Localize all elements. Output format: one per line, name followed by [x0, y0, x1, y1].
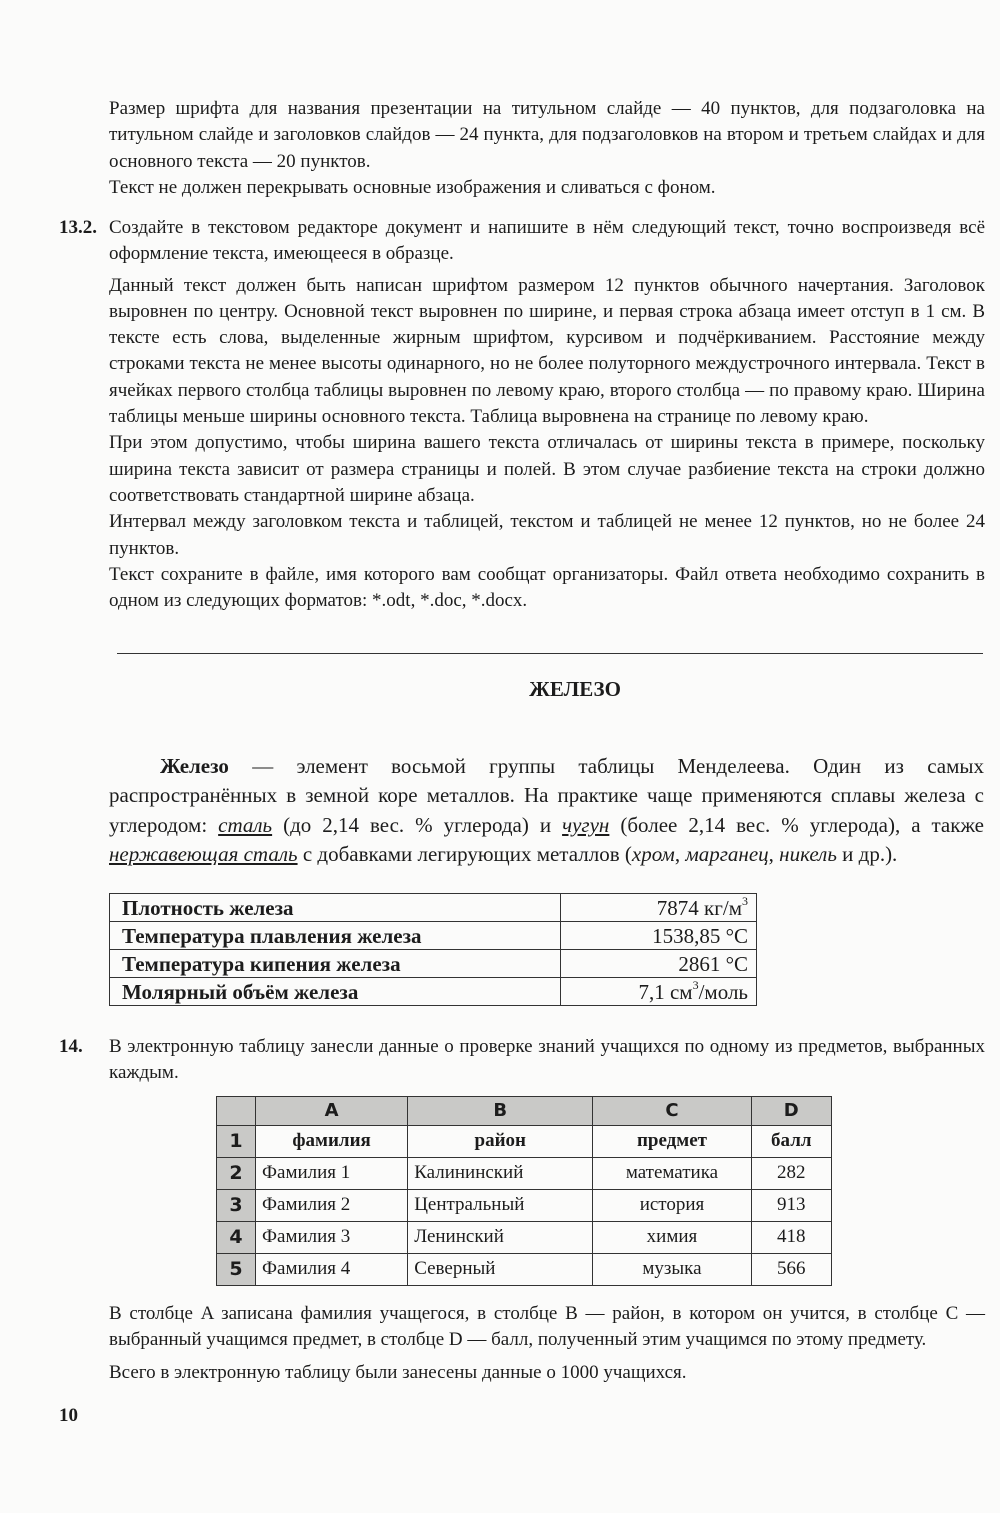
corner-cell [217, 1097, 256, 1126]
column-header-row [217, 1097, 832, 1126]
cell: Фамилия 1 [256, 1158, 408, 1190]
property-value: 2861 °C [561, 950, 757, 978]
task-14-number: 14. [59, 1036, 83, 1057]
cell: музыка [593, 1254, 751, 1286]
separator-line [117, 653, 983, 654]
column-header: D [751, 1097, 831, 1126]
cell: Северный [408, 1254, 593, 1286]
task-13-2-paragraph-5: Текст сохраните в файле, имя которого вам сообщат организаторы. Файл ответа необходимо сохранить в одном из следующих форматов: *.odt, *.doc, *.docx. [109, 563, 985, 612]
bold-word: Железо [160, 754, 229, 778]
property-value: 7,1 $см^3$/моль [561, 978, 757, 1006]
property-value: 7874 $кг/м^3$ [561, 894, 757, 922]
intro-text [109, 96, 985, 201]
table-row [217, 1158, 832, 1190]
sample-title: ЖЕЛЕЗО [529, 677, 621, 701]
spreadsheet-table [216, 1096, 832, 1286]
cast-iron-word: чугун [562, 812, 610, 837]
table-row [217, 1222, 832, 1254]
property-label: Молярный объём железа [110, 978, 561, 1006]
property-label: Температура плавления железа [110, 922, 561, 950]
column-header: A [256, 1097, 408, 1126]
chrome-word: хром [631, 841, 675, 866]
sample-paragraph: Железо — элемент восьмой группы таблицы Менделеева. Один из самых распространённых в земной коре металлов. На практике чаще применяются сплавы железа с углеродом: сталь (до 2,14 вес. % углерода) и чугун (более 2,14 вес. % углерода), а также нержавеющая сталь с добавками легирующих металлов (хром, марганец, никель и др.). [109, 754, 985, 866]
cell: 282 [751, 1158, 831, 1190]
task-14-paragraph-2: Всего в электронную таблицу были занесены данные о 1000 учащихся. [109, 1361, 687, 1383]
task-13-2-number: 13.2. [59, 217, 97, 238]
task-13-2-paragraph-4: Интервал между заголовком текста и таблицей, текстом и таблицей не менее 12 пунктов, но не более 24 пунктов. [109, 511, 985, 559]
cell: Ленинский [408, 1222, 593, 1254]
steel-word: сталь [218, 812, 273, 837]
cell: Центральный [408, 1190, 593, 1222]
intro-paragraph-1: Размер шрифта для названия презентации на титульном слайде — 40 пунктов, для подзаголовка на титульном слайде и заголовков слайдов — 24 пункта, для подзаголовков на втором и третьем слайдах и для основного текста — 20 пунктов. [109, 98, 985, 172]
cell: Фамилия 3 [256, 1222, 408, 1254]
table-row [110, 978, 757, 1006]
task-14-paragraph-1: В столбце A записана фамилия учащегося, в столбце B — район, в котором он учится, в столбце C — выбранный учащимся предмет, в столбце D — балл, полученный этим учащимся по этому предмету. [109, 1303, 985, 1351]
task-14-intro: В электронную таблицу занесли данные о проверке знаний учащихся по одному из предметов, выбранных каждым. [109, 1036, 985, 1084]
cell: балл [751, 1126, 831, 1158]
page-number: 10 [59, 1405, 78, 1426]
row-number: 5 [217, 1254, 256, 1286]
nickel-word: никель [779, 841, 837, 866]
property-value: 1538,85 °C [561, 922, 757, 950]
cell: 566 [751, 1254, 831, 1286]
cell: математика [593, 1158, 751, 1190]
cell: Фамилия 2 [256, 1190, 408, 1222]
task-13-2-paragraph-2: Данный текст должен быть написан шрифтом размером 12 пунктов обычного начертания. Заголовок выровнен по центру. Основной текст выровнен по ширине, и первая строка абзаца имеет отступ в 1 см. В тексте есть слова, выделенные жирным шрифтом, курсивом и подчёркиванием. Расстояние между строками текста не менее высоты одинарного, но не более полуторного междустрочного интервала. Текст в ячейках первого столбца таблицы выровнен по левому краю, второго столбца — по правому краю. Ширина таблицы меньше ширины основного текста. Таблица выровнена на странице по левому краю. [109, 274, 985, 428]
row-number: 4 [217, 1222, 256, 1254]
table-row [217, 1190, 832, 1222]
manganese-word: марганец [685, 841, 769, 866]
intro-paragraph-2: Текст не должен перекрывать основные изображения и сливаться с фоном. [109, 176, 716, 198]
row-number: 1 [217, 1126, 256, 1158]
cell: история [593, 1190, 751, 1222]
table-row [110, 894, 757, 922]
cell: Калининский [408, 1158, 593, 1190]
row-number: 3 [217, 1190, 256, 1222]
table-row [217, 1126, 832, 1158]
column-header: B [408, 1097, 593, 1126]
row-number: 2 [217, 1158, 256, 1190]
table-row [217, 1254, 832, 1286]
cell: фамилия [256, 1126, 408, 1158]
property-label: Температура кипения железа [110, 950, 561, 978]
table-row [110, 950, 757, 978]
task-13-2-text [109, 215, 985, 614]
cell: 913 [751, 1190, 831, 1222]
stainless-word: нержавеющая сталь [109, 841, 298, 866]
cell: предмет [593, 1126, 751, 1158]
task-14-description [109, 1301, 985, 1386]
cell: район [408, 1126, 593, 1158]
task-13-2-paragraph-3: При этом допустимо, чтобы ширина вашего текста отличалась от ширины текста в примере, поскольку ширина текста зависит от размера страницы и полей. В этом случае разбиение текста на строки должно соответствовать стандартной ширине абзаца. [109, 432, 985, 506]
task-13-2-paragraph-1: Создайте в текстовом редакторе документ и напишите в нём следующий текст, точно воспроизведя всё оформление текста, имеющееся в образце. [109, 217, 985, 265]
property-label: Плотность железа [110, 894, 561, 922]
column-header: C [593, 1097, 751, 1126]
cell: Фамилия 4 [256, 1254, 408, 1286]
cell: химия [593, 1222, 751, 1254]
iron-properties-table [109, 893, 757, 1006]
table-row [110, 922, 757, 950]
cell: 418 [751, 1222, 831, 1254]
